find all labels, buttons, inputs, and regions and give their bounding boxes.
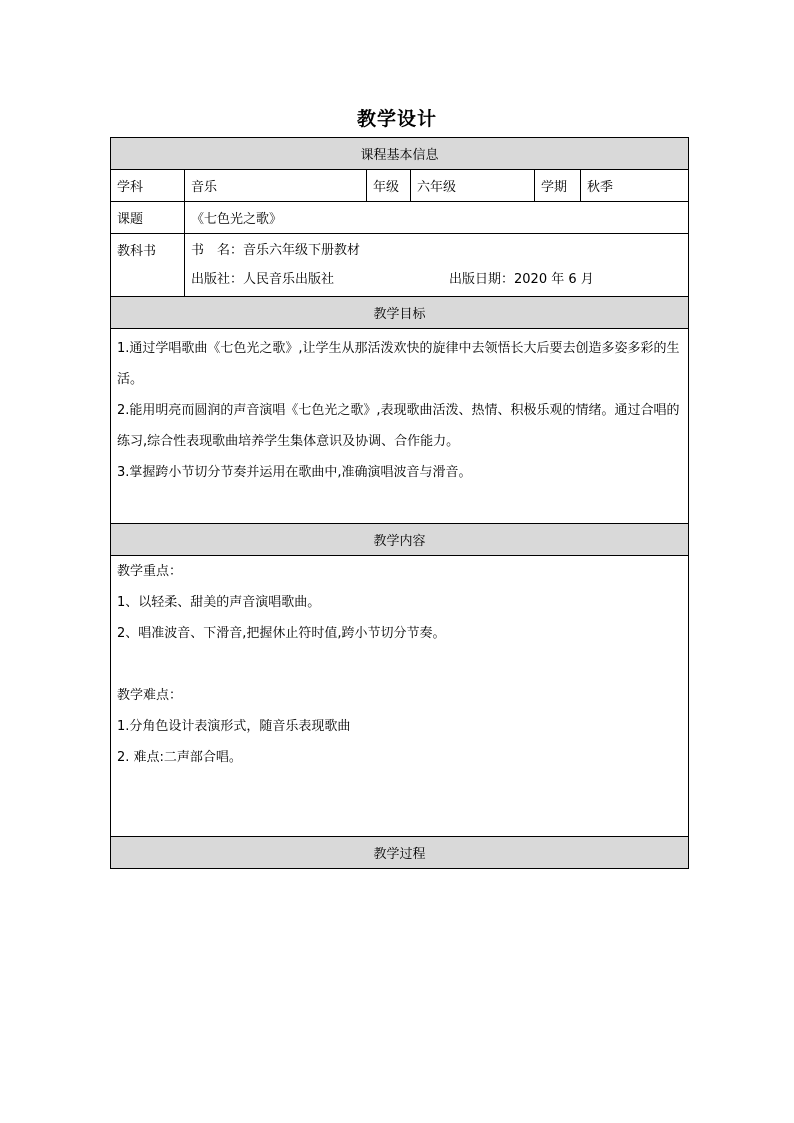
term-label: 学期 (535, 170, 581, 202)
goals-header: 教学目标 (111, 297, 689, 329)
process-header-row (111, 837, 689, 869)
subject-row (111, 170, 689, 202)
process-header: 教学过程 (111, 837, 689, 869)
key-points-label: 教学重点： (117, 564, 183, 579)
goals-cell (111, 329, 689, 524)
key-point-item: 1、以轻柔、甜美的声音演唱歌曲。 (117, 595, 321, 610)
blank-line (117, 649, 682, 680)
difficulties-label: 教学难点： (117, 688, 183, 703)
content-cell (111, 556, 689, 837)
key-point-item: 2、唱准波音、下滑音,把握休止符时值,跨小节切分节奏。 (117, 626, 446, 641)
textbook-label: 教科书 (111, 234, 185, 297)
goal-item: 2.能用明亮而圆润的声音演唱《七色光之歌》,表现歌曲活泼、热情、积极乐观的情绪。通过合唱的练习,综合性表现歌曲培养学生集体意识及协调、合作能力。 (117, 403, 680, 449)
grade-value: 六年级 (411, 170, 535, 202)
goal-item: 1.通过学唱歌曲《七色光之歌》,让学生从那活泼欢快的旋律中去领悟长大后要去创造多姿多彩的生活。 (117, 341, 680, 387)
content-row (111, 556, 689, 837)
content-header: 教学内容 (111, 524, 689, 556)
topic-row (111, 202, 689, 234)
difficulty-item: 1.分角色设计表演形式，随音乐表现歌曲 (117, 719, 351, 734)
publish-date: 出版日期：2020 年 6 月 (449, 272, 594, 287)
goals-row (111, 329, 689, 524)
goals-header-row (111, 297, 689, 329)
topic-value: 《七色光之歌》 (185, 202, 689, 234)
topic-label: 课题 (111, 202, 185, 234)
textbook-info (185, 234, 689, 297)
difficulty-item: 2. 难点:二声部合唱。 (117, 750, 242, 765)
basic-info-header-row (111, 138, 689, 170)
term-value: 秋季 (581, 170, 689, 202)
document-title: 教学设计 (356, 108, 437, 130)
book-name: 书 名：音乐六年级下册教材 (191, 243, 361, 258)
subject-value: 音乐 (185, 170, 367, 202)
basic-info-header: 课程基本信息 (111, 138, 689, 170)
goal-item: 3.掌握跨小节切分节奏并运用在歌曲中,准确演唱波音与滑音。 (117, 465, 472, 480)
textbook-row (111, 234, 689, 297)
grade-label: 年级 (367, 170, 411, 202)
subject-label: 学科 (111, 170, 185, 202)
publisher: 出版社：人民音乐出版社 (191, 272, 335, 287)
content-header-row (111, 524, 689, 556)
lesson-plan-table (110, 137, 689, 869)
